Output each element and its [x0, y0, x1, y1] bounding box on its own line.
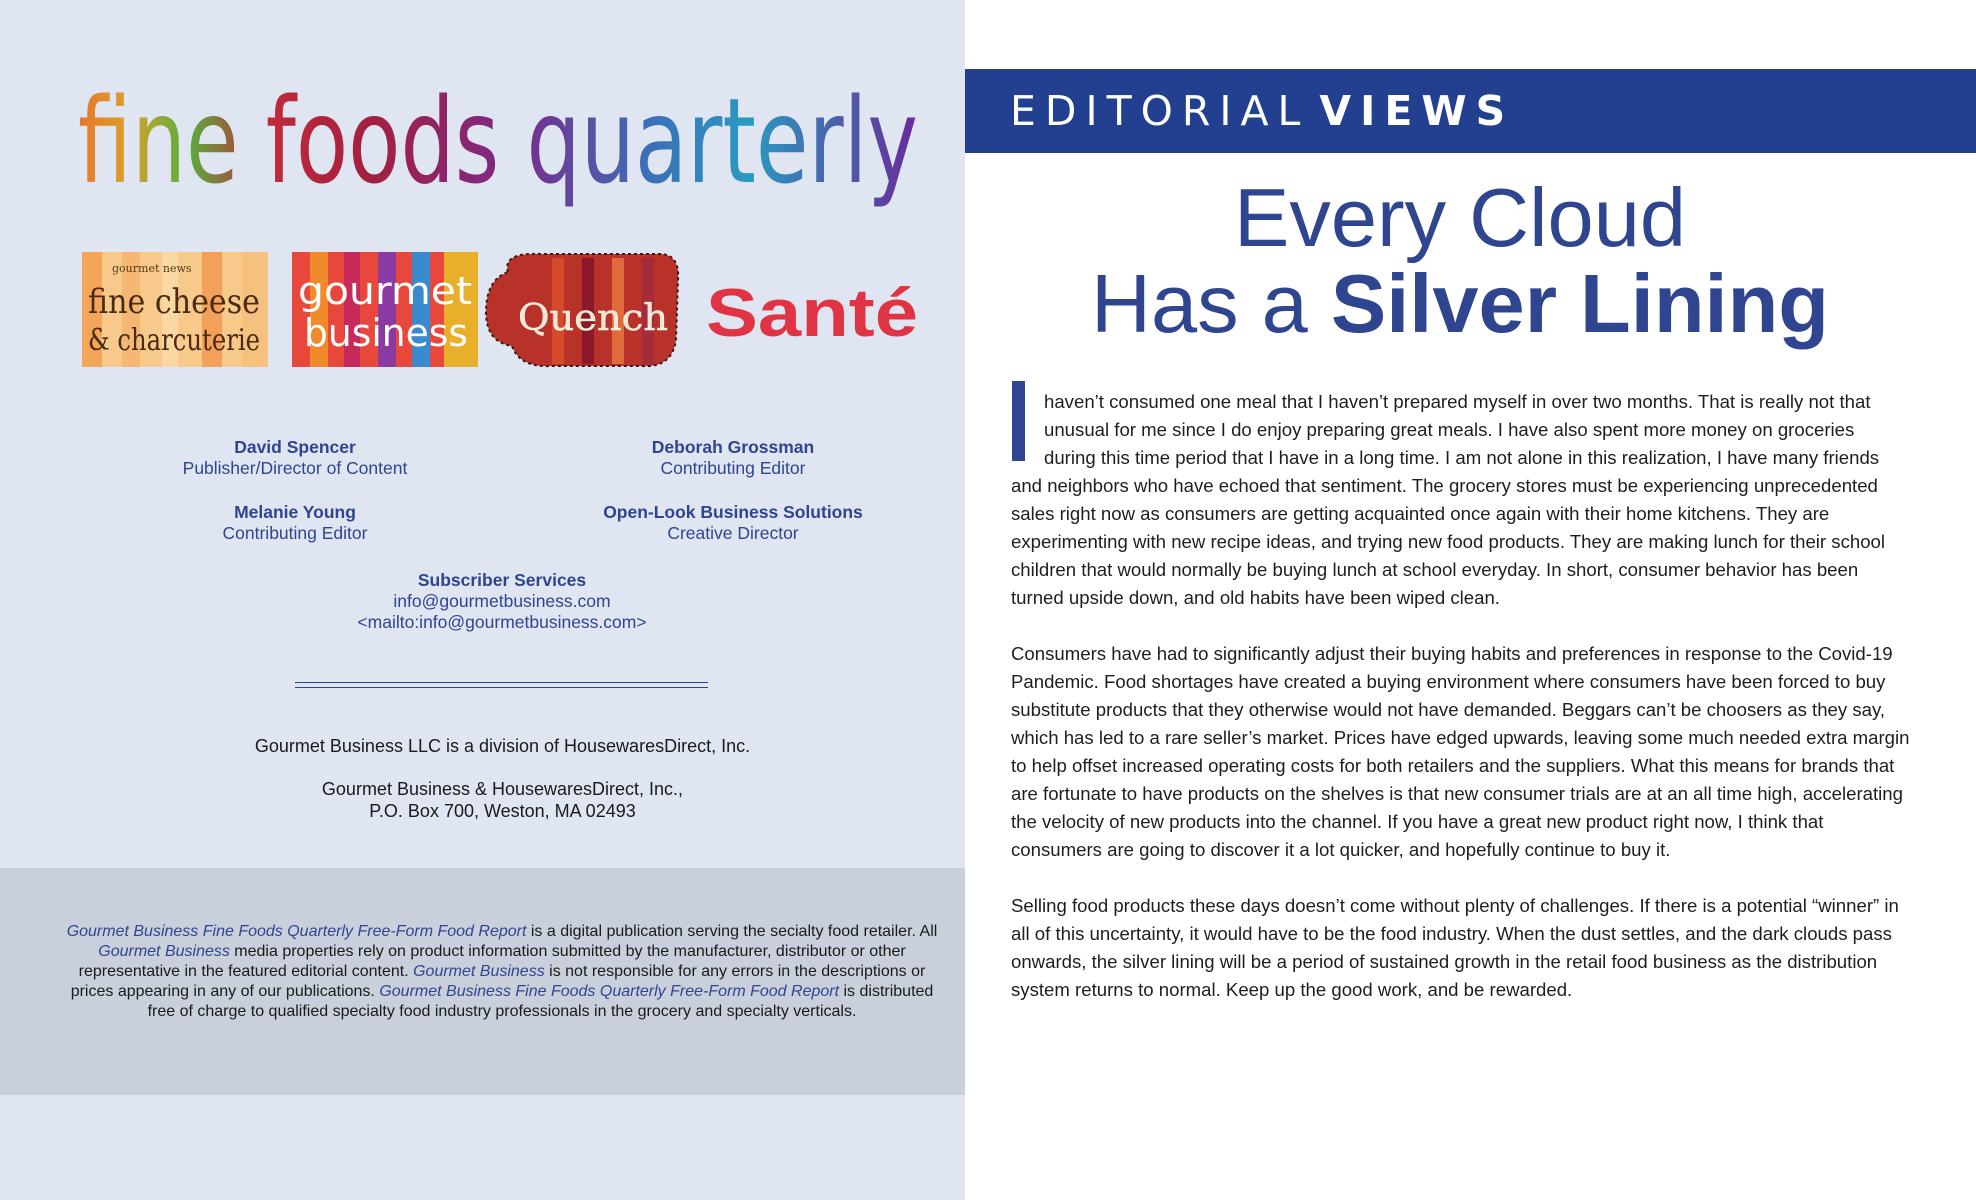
divider-line: [295, 687, 708, 688]
left-panel: [0, 0, 965, 1200]
section-title-light: EDITORIAL: [1010, 87, 1310, 135]
svg-text:Quench: Quench: [518, 298, 668, 339]
section-title-bold: VIEWS: [1319, 87, 1515, 135]
svg-text:gourmet news: gourmet news: [112, 262, 192, 275]
subscriber-email-link[interactable]: info@gourmetbusiness.com: [393, 591, 611, 611]
subscriber-mailto-link[interactable]: <mailto:info@gourmetbusiness.com>: [357, 612, 647, 632]
article-paragraph: Selling food products these days doesn’t come without plenty of challenges. If there is a potential “winner” in all of this uncertainty, it would have to be the food industry. When the dust settles, and the dark clouds pass onwards, the silver lining will be a period of sustained growth in the retail food business as the distribution system returns to normal. Keep up the good work, and be rewarded.: [1011, 895, 1899, 1000]
staff-role: Creative Director: [667, 523, 799, 543]
masthead-title: fine foods quarterly: [78, 72, 918, 210]
section-title: [1010, 86, 1514, 136]
svg-text:fine cheese: fine cheese: [88, 282, 260, 322]
staff-name: Melanie Young: [234, 502, 356, 522]
publication-name: Gourmet Business: [413, 963, 545, 980]
staff-melanie-young: [145, 502, 445, 544]
drop-cap-spacer: [1011, 388, 1044, 472]
article-paragraph: Consumers have had to significantly adjust their buying habits and preferences in response to the Covid-19 Pandemic. Food shortages have created a buying environment where consumers have been forced to buy substitute products that they otherwise would not have demanded. Beggars can’t be choosers as they say, which has led to a rare seller’s market. Prices have edged upwards, leaving some much needed extra margin to help offset increased operating costs for both retailers and the suppliers. What this means for brands that are fortunate to have products on the shelves is that new consumer trials are at an all time high, accelerating the velocity of new products into the channel. If you have a great new product right now, I think that consumers are going to discover it a lot quicker, and hopefully continue to buy it.: [1011, 643, 1910, 860]
staff-role: Contributing Editor: [660, 458, 806, 478]
staff-name: Open-Look Business Solutions: [603, 502, 863, 522]
divider-line: [295, 682, 708, 683]
headline-line-1: Every Cloud: [1233, 171, 1687, 264]
staff-david-spencer: [145, 437, 445, 479]
staff-name: David Spencer: [234, 437, 356, 457]
staff-deborah-grossman: [583, 437, 883, 479]
sante-logo: [706, 275, 918, 351]
gourmet-business-logo: [292, 252, 478, 367]
staff-open-look: [558, 502, 908, 544]
staff-role: Publisher/Director of Content: [182, 458, 408, 478]
quench-logo: [486, 254, 678, 366]
svg-text:& charcuterie: & charcuterie: [88, 323, 260, 358]
disclaimer-text: Gourmet Business Fine Foods Quarterly Free-Form Food Report is a digital publication serving the secialty food retailer. All Gourmet Business media properties rely on product information submitted by the manufacturer, distributor or other representative in the featured editorial content. Gourmet Business is not responsible for any errors in the descriptions or prices appearing in any of our publications. Gourmet Business Fine Foods Quarterly Free-Form Food Report is distributed free of charge to qualified specialty food industry professionals in the grocery and specialty verticals.: [66, 923, 938, 1020]
svg-text:gourmet: gourmet: [298, 269, 472, 313]
fine-cheese-logo: [82, 252, 268, 367]
svg-text:Santé: Santé: [706, 275, 918, 351]
staff-name: Deborah Grossman: [651, 437, 815, 457]
svg-text:business: business: [304, 311, 468, 355]
staff-role: Contributing Editor: [222, 523, 368, 543]
headline-line-2: Has a Silver Lining: [1091, 257, 1829, 350]
publication-name: Gourmet Business Fine Foods Quarterly Free-Form Food Report: [379, 983, 840, 1000]
company-division: Gourmet Business LLC is a division of HousewaresDirect, Inc.: [254, 736, 751, 756]
publication-name: Gourmet Business: [98, 943, 230, 960]
article-headline: [1010, 171, 1910, 350]
masthead-logo: [78, 62, 928, 237]
publication-name: Gourmet Business Fine Foods Quarterly Free-Form Food Report: [66, 923, 527, 940]
address-line-2: P.O. Box 700, Weston, MA 02493: [369, 801, 636, 821]
subscriber-services-title: Subscriber Services: [417, 570, 587, 590]
article-body: [1011, 388, 1911, 1032]
subscriber-services: [282, 570, 722, 633]
company-address: [150, 778, 855, 822]
brand-logos: [82, 250, 922, 370]
article-paragraph: haven’t consumed one meal that I haven’t prepared myself in over two months. That is really not that unusual for me since I do enjoy preparing great meals. I have also spent more money on groceries during this time period that I have in a long time. I am not alone in this realization, I have many friends and neighbors who have echoed that sentiment. The grocery stores must be experiencing unprecedented sales right now as consumers are getting acquainted once again with their home kitchens. They are experimenting with new recipe ideas, and trying new food products. They are making lunch for their school children that would normally be buying lunch at school everyday. In short, consumer behavior has been turned upside down, and old habits have been wiped clean.: [1011, 388, 1911, 612]
address-line-1: Gourmet Business & HousewaresDirect, Inc.,: [321, 779, 684, 799]
